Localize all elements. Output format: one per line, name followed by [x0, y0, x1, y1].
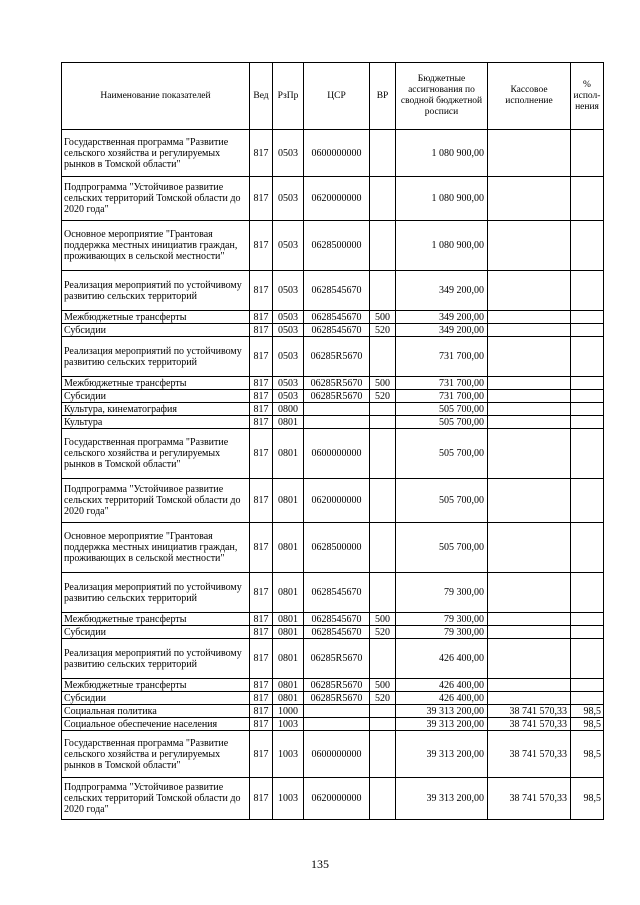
cell-percent	[571, 479, 604, 523]
cell-budget: 349 200,00	[396, 311, 488, 324]
cell-rzpr: 0503	[273, 324, 304, 337]
cell-cash	[488, 130, 571, 177]
cell-csr	[304, 718, 370, 731]
cell-ved: 817	[250, 416, 273, 429]
header-name: Наименование показателей	[62, 63, 250, 130]
cell-vr: 500	[370, 377, 396, 390]
cell-percent: 98,5	[571, 705, 604, 718]
table-row	[62, 718, 604, 731]
cell-budget: 39 313 200,00	[396, 778, 488, 820]
table-row	[62, 429, 604, 479]
cell-ved: 817	[250, 271, 273, 311]
cell-name: Межбюджетные трансферты	[62, 679, 250, 692]
cell-rzpr: 0800	[273, 403, 304, 416]
cell-percent	[571, 573, 604, 613]
cell-cash	[488, 523, 571, 573]
cell-ved: 817	[250, 573, 273, 613]
cell-name: Подпрограмма "Устойчивое развитие сельских территорий Томской области до 2020 года"	[62, 479, 250, 523]
cell-csr: 0628545670	[304, 271, 370, 311]
header-budget: Бюджетные ассигнования по сводной бюджетной росписи	[396, 63, 488, 130]
cell-csr: 0628545670	[304, 311, 370, 324]
cell-percent	[571, 639, 604, 679]
cell-rzpr: 0503	[273, 311, 304, 324]
table-row	[62, 377, 604, 390]
cell-csr: 0628500000	[304, 523, 370, 573]
cell-percent	[571, 177, 604, 221]
cell-budget: 505 700,00	[396, 403, 488, 416]
cell-name: Межбюджетные трансферты	[62, 377, 250, 390]
cell-vr	[370, 429, 396, 479]
table-row	[62, 705, 604, 718]
cell-cash	[488, 221, 571, 271]
cell-name: Субсидии	[62, 390, 250, 403]
table-row	[62, 731, 604, 778]
cell-ved: 817	[250, 403, 273, 416]
table-row	[62, 221, 604, 271]
cell-cash	[488, 403, 571, 416]
cell-percent	[571, 221, 604, 271]
cell-rzpr: 0801	[273, 416, 304, 429]
table-body	[62, 130, 604, 820]
cell-csr: 0628545670	[304, 613, 370, 626]
table-row	[62, 324, 604, 337]
cell-budget: 79 300,00	[396, 626, 488, 639]
cell-name: Субсидии	[62, 626, 250, 639]
cell-name: Основное мероприятие "Грантовая поддержка местных инициатив граждан, проживающих в сельской местности"	[62, 523, 250, 573]
cell-ved: 817	[250, 377, 273, 390]
cell-vr	[370, 573, 396, 613]
cell-csr: 0600000000	[304, 130, 370, 177]
cell-vr: 520	[370, 626, 396, 639]
cell-rzpr: 0801	[273, 523, 304, 573]
cell-percent	[571, 311, 604, 324]
cell-ved: 817	[250, 479, 273, 523]
cell-rzpr: 0801	[273, 626, 304, 639]
cell-budget: 79 300,00	[396, 613, 488, 626]
cell-ved: 817	[250, 177, 273, 221]
cell-vr	[370, 718, 396, 731]
table-row	[62, 626, 604, 639]
cell-budget: 426 400,00	[396, 679, 488, 692]
cell-rzpr: 0801	[273, 679, 304, 692]
cell-budget: 426 400,00	[396, 639, 488, 679]
cell-ved: 817	[250, 429, 273, 479]
budget-execution-table	[61, 62, 604, 820]
cell-vr: 520	[370, 324, 396, 337]
cell-budget: 426 400,00	[396, 692, 488, 705]
cell-percent	[571, 324, 604, 337]
cell-rzpr: 0801	[273, 573, 304, 613]
cell-cash	[488, 271, 571, 311]
cell-name: Реализация мероприятий по устойчивому развитию сельских территорий	[62, 271, 250, 311]
cell-budget: 1 080 900,00	[396, 221, 488, 271]
cell-ved: 817	[250, 324, 273, 337]
header-vr: ВР	[370, 63, 396, 130]
cell-rzpr: 0503	[273, 130, 304, 177]
table-row	[62, 130, 604, 177]
cell-name: Реализация мероприятий по устойчивому развитию сельских территорий	[62, 337, 250, 377]
cell-vr: 500	[370, 679, 396, 692]
cell-cash	[488, 177, 571, 221]
cell-vr: 520	[370, 692, 396, 705]
cell-cash: 38 741 570,33	[488, 705, 571, 718]
cell-csr	[304, 705, 370, 718]
cell-csr: 0628500000	[304, 221, 370, 271]
cell-vr	[370, 403, 396, 416]
cell-rzpr: 0503	[273, 337, 304, 377]
cell-ved: 817	[250, 613, 273, 626]
table-header-row	[62, 63, 604, 130]
cell-name: Культура, кинематография	[62, 403, 250, 416]
cell-cash	[488, 429, 571, 479]
cell-rzpr: 0801	[273, 429, 304, 479]
cell-csr	[304, 403, 370, 416]
cell-ved: 817	[250, 626, 273, 639]
cell-percent: 98,5	[571, 718, 604, 731]
cell-vr	[370, 479, 396, 523]
cell-ved: 817	[250, 311, 273, 324]
table-row	[62, 613, 604, 626]
cell-csr	[304, 416, 370, 429]
cell-name: Подпрограмма "Устойчивое развитие сельских территорий Томской области до 2020 года"	[62, 177, 250, 221]
cell-ved: 817	[250, 337, 273, 377]
cell-csr: 0600000000	[304, 429, 370, 479]
table-row	[62, 403, 604, 416]
table-row	[62, 692, 604, 705]
cell-percent: 98,5	[571, 778, 604, 820]
cell-budget: 505 700,00	[396, 416, 488, 429]
cell-cash: 38 741 570,33	[488, 718, 571, 731]
cell-name: Субсидии	[62, 324, 250, 337]
cell-ved: 817	[250, 778, 273, 820]
cell-name: Социальная политика	[62, 705, 250, 718]
cell-budget: 39 313 200,00	[396, 731, 488, 778]
cell-cash	[488, 573, 571, 613]
cell-cash	[488, 479, 571, 523]
cell-budget: 1 080 900,00	[396, 177, 488, 221]
cell-rzpr: 0801	[273, 479, 304, 523]
cell-name: Социальное обеспечение населения	[62, 718, 250, 731]
page-number: 135	[311, 857, 329, 871]
table-row	[62, 679, 604, 692]
cell-budget: 349 200,00	[396, 271, 488, 311]
cell-budget: 505 700,00	[396, 523, 488, 573]
cell-percent	[571, 523, 604, 573]
cell-rzpr: 1003	[273, 731, 304, 778]
cell-budget: 39 313 200,00	[396, 718, 488, 731]
cell-vr	[370, 778, 396, 820]
cell-vr	[370, 221, 396, 271]
cell-name: Основное мероприятие "Грантовая поддержка местных инициатив граждан, проживающих в сельской местности"	[62, 221, 250, 271]
cell-csr: 06285R5670	[304, 337, 370, 377]
cell-budget: 39 313 200,00	[396, 705, 488, 718]
cell-cash	[488, 337, 571, 377]
cell-percent	[571, 626, 604, 639]
cell-name: Культура	[62, 416, 250, 429]
cell-ved: 817	[250, 679, 273, 692]
cell-vr	[370, 177, 396, 221]
cell-csr: 0628545670	[304, 324, 370, 337]
header-csr: ЦСР	[304, 63, 370, 130]
cell-percent	[571, 692, 604, 705]
cell-rzpr: 0503	[273, 377, 304, 390]
cell-ved: 817	[250, 705, 273, 718]
cell-budget: 79 300,00	[396, 573, 488, 613]
cell-cash	[488, 613, 571, 626]
cell-rzpr: 0801	[273, 639, 304, 679]
cell-name: Реализация мероприятий по устойчивому развитию сельских территорий	[62, 573, 250, 613]
cell-cash	[488, 692, 571, 705]
cell-percent	[571, 337, 604, 377]
cell-vr	[370, 130, 396, 177]
cell-percent	[571, 390, 604, 403]
cell-vr	[370, 705, 396, 718]
cell-percent	[571, 130, 604, 177]
cell-budget: 1 080 900,00	[396, 130, 488, 177]
cell-budget: 731 700,00	[396, 390, 488, 403]
cell-cash	[488, 679, 571, 692]
cell-vr	[370, 416, 396, 429]
cell-name: Межбюджетные трансферты	[62, 311, 250, 324]
table-row	[62, 479, 604, 523]
cell-csr: 06285R5670	[304, 390, 370, 403]
cell-cash	[488, 416, 571, 429]
header-rzpr: РзПр	[273, 63, 304, 130]
cell-name: Государственная программа "Развитие сельского хозяйства и регулируемых рынков в Томской области"	[62, 429, 250, 479]
cell-csr: 06285R5670	[304, 639, 370, 679]
cell-percent	[571, 403, 604, 416]
cell-csr: 0620000000	[304, 479, 370, 523]
cell-rzpr: 0503	[273, 390, 304, 403]
header-percent: % испол-нения	[571, 63, 604, 130]
table-row	[62, 573, 604, 613]
cell-rzpr: 0503	[273, 221, 304, 271]
table-row	[62, 337, 604, 377]
cell-ved: 817	[250, 718, 273, 731]
cell-cash	[488, 311, 571, 324]
cell-cash	[488, 390, 571, 403]
cell-ved: 817	[250, 130, 273, 177]
cell-csr: 0620000000	[304, 778, 370, 820]
header-ved: Вед	[250, 63, 273, 130]
cell-rzpr: 0801	[273, 692, 304, 705]
cell-budget: 505 700,00	[396, 429, 488, 479]
table-row	[62, 311, 604, 324]
cell-percent	[571, 271, 604, 311]
cell-vr	[370, 731, 396, 778]
cell-vr: 500	[370, 613, 396, 626]
cell-name: Подпрограмма "Устойчивое развитие сельских территорий Томской области до 2020 года"	[62, 778, 250, 820]
cell-percent	[571, 416, 604, 429]
cell-csr: 06285R5670	[304, 679, 370, 692]
table-row	[62, 390, 604, 403]
cell-name: Государственная программа "Развитие сельского хозяйства и регулируемых рынков в Томской области"	[62, 130, 250, 177]
table-row	[62, 177, 604, 221]
cell-budget: 505 700,00	[396, 479, 488, 523]
cell-name: Государственная программа "Развитие сельского хозяйства и регулируемых рынков в Томской области"	[62, 731, 250, 778]
cell-cash	[488, 324, 571, 337]
table-row	[62, 416, 604, 429]
cell-percent: 98,5	[571, 731, 604, 778]
table-row	[62, 639, 604, 679]
cell-vr	[370, 337, 396, 377]
cell-cash: 38 741 570,33	[488, 731, 571, 778]
cell-csr: 0628545670	[304, 573, 370, 613]
cell-percent	[571, 679, 604, 692]
cell-cash	[488, 639, 571, 679]
cell-rzpr: 1003	[273, 718, 304, 731]
cell-vr	[370, 639, 396, 679]
cell-csr: 06285R5670	[304, 377, 370, 390]
cell-percent	[571, 429, 604, 479]
cell-ved: 817	[250, 639, 273, 679]
cell-rzpr: 1000	[273, 705, 304, 718]
cell-ved: 817	[250, 692, 273, 705]
cell-budget: 731 700,00	[396, 337, 488, 377]
cell-vr: 520	[370, 390, 396, 403]
table-row	[62, 778, 604, 820]
cell-csr: 0628545670	[304, 626, 370, 639]
cell-percent	[571, 377, 604, 390]
cell-rzpr: 0801	[273, 613, 304, 626]
cell-ved: 817	[250, 523, 273, 573]
cell-cash	[488, 626, 571, 639]
cell-budget: 731 700,00	[396, 377, 488, 390]
table-row	[62, 271, 604, 311]
cell-csr: 0600000000	[304, 731, 370, 778]
cell-rzpr: 0503	[273, 271, 304, 311]
cell-vr	[370, 271, 396, 311]
cell-ved: 817	[250, 390, 273, 403]
table-row	[62, 523, 604, 573]
cell-percent	[571, 613, 604, 626]
cell-csr: 0620000000	[304, 177, 370, 221]
cell-rzpr: 1003	[273, 778, 304, 820]
cell-vr	[370, 523, 396, 573]
cell-cash	[488, 377, 571, 390]
cell-name: Реализация мероприятий по устойчивому развитию сельских территорий	[62, 639, 250, 679]
cell-vr: 500	[370, 311, 396, 324]
cell-name: Межбюджетные трансферты	[62, 613, 250, 626]
cell-csr: 06285R5670	[304, 692, 370, 705]
cell-name: Субсидии	[62, 692, 250, 705]
cell-rzpr: 0503	[273, 177, 304, 221]
header-cash: Кассовое исполнение	[488, 63, 571, 130]
cell-ved: 817	[250, 221, 273, 271]
cell-ved: 817	[250, 731, 273, 778]
cell-cash: 38 741 570,33	[488, 778, 571, 820]
cell-budget: 349 200,00	[396, 324, 488, 337]
